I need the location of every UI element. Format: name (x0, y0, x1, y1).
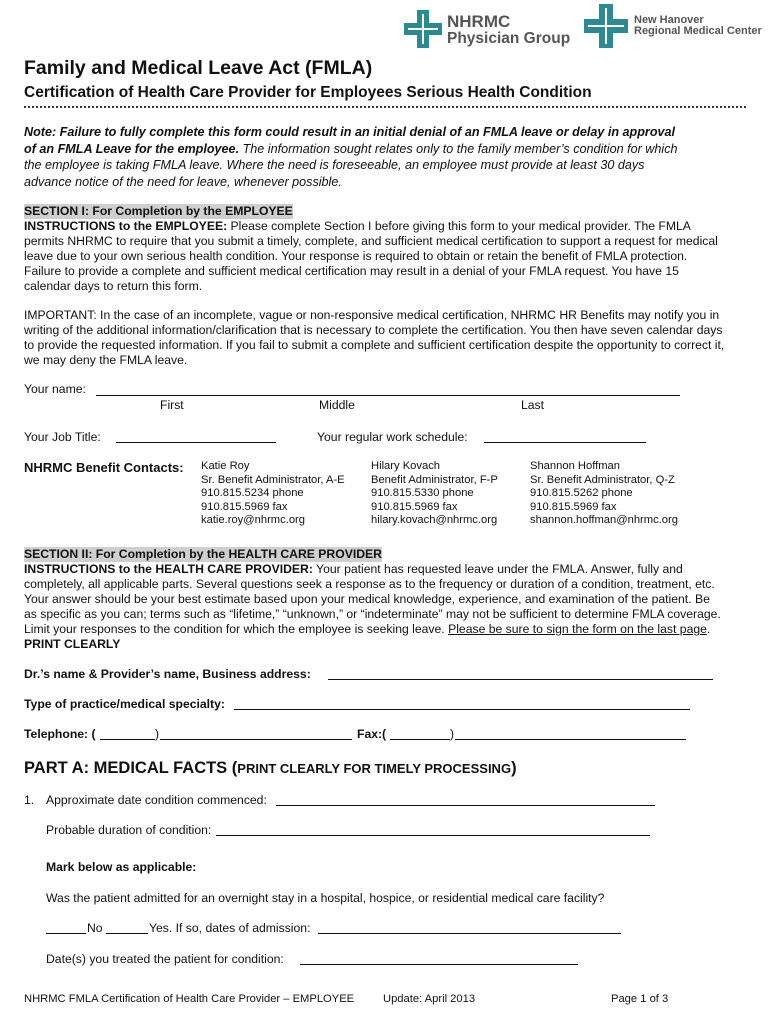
contact-3-email[interactable]: shannon.hoffman@nhrmc.org (530, 514, 678, 526)
q1-number: 1. (24, 793, 35, 807)
section2-heading: SECTION II: For Completion by the HEALTH CARE PROVIDER (24, 547, 382, 561)
section1-heading: SECTION I: For Completion by the EMPLOYEE (24, 204, 293, 218)
contact-2-fax: 910.815.5969 fax (371, 500, 458, 513)
contact-shannon-hoffman (530, 460, 678, 528)
admitted-question: Was the patient admitted for an overnight stay in a hospital, hospice, or residential medical care facility? (46, 891, 605, 905)
section1-instr-line-3: leave due to your own serious health condition. Your response is required to obtain or retain the benefit of FMLA protection. (24, 249, 688, 263)
page-title: Family and Medical Leave Act (FMLA) (24, 57, 373, 79)
contact-1-name: Katie Roy (201, 460, 250, 472)
contact-1-fax: 910.815.5969 fax (201, 500, 288, 513)
section2-instr-line-5 (24, 622, 721, 637)
job-title-label: Your Job Title: (24, 430, 101, 444)
footer-page-number: Page 1 of 3 (611, 993, 669, 1005)
page-subtitle: Certification of Health Care Provider for Employees Serious Health Condition (24, 84, 592, 101)
mark-applicable-label: Mark below as applicable: (46, 860, 197, 874)
section2-instr-line-3: Your answer should be your best estimate based upon your medical knowledge, experience, and examination of the patient. Be (24, 592, 710, 606)
practice-label: Type of practice/medical specialty: (24, 697, 225, 711)
last-name-caption: Last (521, 398, 545, 412)
logo2-line2: Regional Medical Center (634, 25, 762, 37)
dr-name-label: Dr.’s name & Provider’s name, Business address: (24, 667, 311, 681)
sign-last-page-note: Please be sure to sign the form on the last page (448, 622, 707, 636)
fax-area-field[interactable] (390, 739, 450, 740)
treated-dates-field[interactable] (300, 964, 578, 965)
sign-note-period: . (706, 622, 711, 636)
logo2-line1: New Hanover (634, 14, 704, 26)
section1-instr-line-5: calendar days to return this form. (24, 279, 203, 293)
section2-instr-line-1 (24, 562, 721, 577)
part-a-heading (24, 758, 517, 779)
logo1-line2: Physician Group (447, 30, 571, 47)
treated-dates-label: Date(s) you treated the patient for condition: (46, 952, 284, 966)
contact-hilary-kovach (371, 460, 498, 528)
contact-3-title: Sr. Benefit Administrator, Q-Z (530, 473, 675, 486)
contact-3-phone: 910.815.5262 phone (530, 487, 633, 499)
telephone-area-field[interactable] (100, 739, 155, 740)
print-clearly: PRINT CLEARLY (24, 637, 121, 651)
no-option-label: No (87, 921, 103, 935)
note-line-3: the employee is taking FMLA leave. Where the need is foreseeable, an employee must provide at least 30 days (24, 158, 645, 172)
telephone-close-paren: ) (155, 727, 160, 741)
note-line-2-bold: of an FMLA Leave for the employee. (24, 141, 240, 156)
fax-close-paren: ) (450, 727, 455, 741)
important-line-4: we may deny the FMLA leave. (24, 353, 188, 367)
section1-instr-text-1: Please complete Section I before giving this form to your medical provider. The FMLA (227, 219, 691, 233)
logo1-line1: NHRMC (447, 12, 511, 31)
note-line-4: advance notice of the need for leave, whenever possible. (24, 174, 342, 189)
job-title-field[interactable] (116, 442, 276, 443)
note-line-1: Note: Failure to fully complete this form could result in an initial denial of an FMLA leave or delay in approval (24, 125, 676, 139)
important-line-2: writing of the additional information/clarification that is necessary to complete the certification. You then have seven calendar days (24, 323, 723, 337)
yes-option-label: Yes. If so, dates of admission: (149, 921, 311, 935)
contact-1-phone: 910.815.5234 phone (201, 487, 304, 499)
admission-dates-field[interactable] (318, 933, 621, 934)
fax-number-field[interactable] (455, 739, 686, 740)
part-a-heading-close: ) (511, 759, 517, 777)
duration-label: Probable duration of condition: (46, 823, 212, 837)
nhrmc-physician-logo-icon (404, 10, 442, 48)
contact-3-fax: 910.815.5969 fax (530, 500, 617, 513)
first-name-caption: First (160, 398, 184, 412)
contact-2-phone: 910.815.5330 phone (371, 487, 474, 499)
contact-1-email[interactable]: katie.roy@nhrmc.org (201, 514, 305, 526)
duration-field[interactable] (216, 835, 650, 836)
important-line-3: to provide the requested information. If you fail to submit a complete and sufficient certification despite the opportunity to correct it, (24, 338, 725, 352)
part-a-heading-small: PRINT CLEARLY FOR TIMELY PROCESSING (237, 761, 512, 776)
no-checkbox-line[interactable] (46, 933, 86, 934)
note-line-2-rest: The information sought relates only to the family member’s condition for which (239, 141, 678, 156)
telephone-number-field[interactable] (160, 739, 352, 740)
note-line-2 (24, 141, 678, 158)
contact-1-title: Sr. Benefit Administrator, A-E (201, 473, 345, 486)
contact-katie-roy (201, 460, 345, 528)
footer-form-name: NHRMC FMLA Certification of Health Care Provider – EMPLOYEE (24, 993, 355, 1005)
nhrmc-medical-center-logo-icon (584, 4, 628, 48)
dr-name-field[interactable] (328, 679, 713, 680)
contact-2-email[interactable]: hilary.kovach@nhrmc.org (371, 514, 498, 526)
part-a-heading-main: PART A: MEDICAL FACTS ( (24, 759, 238, 777)
middle-name-caption: Middle (319, 398, 355, 412)
section1-instr-line-2: permits NHRMC to require that you submit a timely, complete, and sufficient medical certification to support a request for medical (24, 234, 718, 248)
your-name-label: Your name: (24, 382, 86, 396)
fax-label: Fax:( (357, 727, 387, 741)
section2-instr-label: INSTRUCTIONS to the HEALTH CARE PROVIDER: (24, 562, 313, 576)
q1-date-commenced-label: Approximate date condition commenced: (46, 793, 267, 807)
practice-field[interactable] (234, 709, 690, 710)
telephone-label: Telephone: ( (24, 727, 96, 741)
title-divider (24, 106, 746, 108)
section2-instr-line-4: as specific as you can; terms such as “lifetime,” “unknown,” or “indeterminate” may not be sufficient to determine FMLA coverage. (24, 607, 721, 621)
section2-instr-text-1: Your patient has requested leave under the FMLA. Answer, fully and (312, 562, 683, 576)
section2-instr-line-2: completely, all applicable parts. Several questions seek a response as to the frequency or duration of a condition, treatment, etc. (24, 577, 715, 591)
your-name-field[interactable] (96, 395, 680, 396)
work-schedule-label: Your regular work schedule: (317, 430, 468, 444)
contact-2-name: Hilary Kovach (371, 460, 441, 472)
section1-instr-line-4: Failure to provide a complete and sufficient medical certification may result in a denial of your FMLA request. You have 15 (24, 264, 679, 278)
contact-2-title: Benefit Administrator, F-P (371, 473, 498, 486)
work-schedule-field[interactable] (484, 442, 646, 443)
contact-3-name: Shannon Hoffman (530, 460, 620, 472)
section1-instructions (24, 219, 718, 294)
section2-instr-text-5: Limit your responses to the condition for which the employee is seeking leave. (24, 622, 449, 636)
benefit-contacts-label: NHRMC Benefit Contacts: (24, 460, 184, 475)
footer-update: Update: April 2013 (383, 993, 476, 1005)
section2-instructions (24, 562, 721, 652)
date-commenced-field[interactable] (276, 805, 655, 806)
yes-checkbox-line[interactable] (106, 933, 148, 934)
important-paragraph (24, 308, 724, 368)
note-paragraph (24, 124, 678, 190)
section1-instr-label: INSTRUCTIONS to the EMPLOYEE: (24, 219, 228, 233)
section1-instr-line-1 (24, 219, 718, 234)
important-line-1: IMPORTANT: In the case of an incomplete, vague or non-responsive medical certification, NHRMC HR Benefits may notify you in (24, 308, 720, 322)
